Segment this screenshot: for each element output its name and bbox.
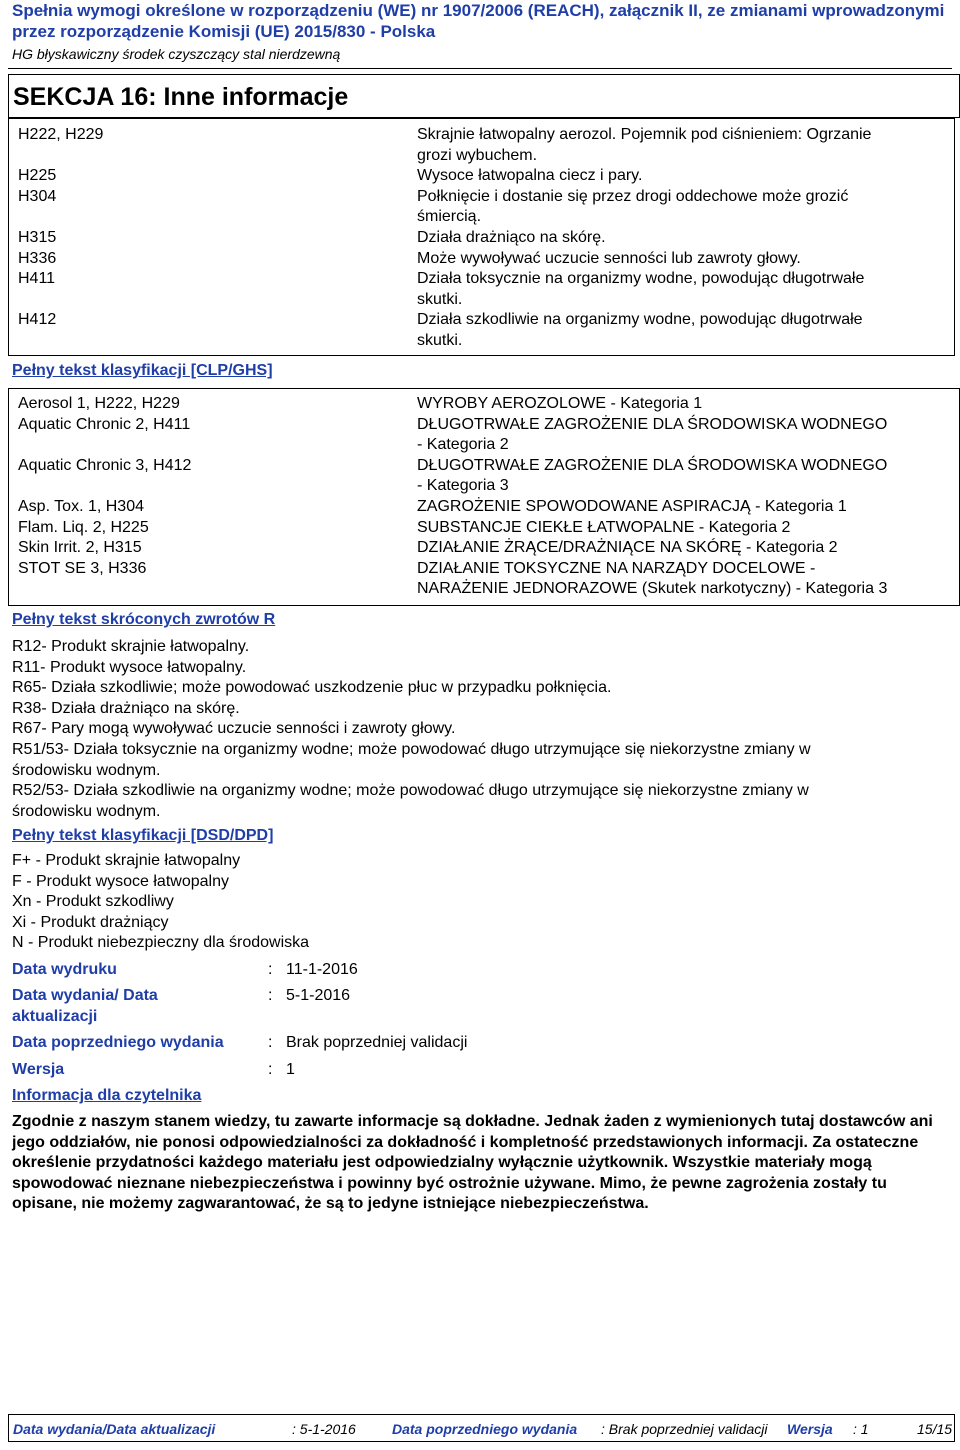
clp-code: Aquatic Chronic 2, H411 [18, 415, 191, 433]
disclaimer-text: Zgodnie z naszym stanem wiedzy, tu zawarte informacje są dokładne. Jednak żaden z wymienionych tutaj dostawców ani jego oddziałów, nie ponosi odpowiedzialności za dokładność i kompletność przedstawionych informacji. Za ostateczne określenie przydatności każdego materiału jest odpowiedzialny wyłącznie użytkownik. Wszystkie materiały mogą spowodować nieznane niebezpieczeństwa i powinny być ostrożnie używane. Mimo, że pewne zagrożenia zostały tu opisane, nie możemy zagwarantować, że są to jedyne istniejące niebezpieczeństwa. [12, 1113, 933, 1213]
clp-description: DŁUGOTRWAŁE ZAGROŻENIE DLA ŚRODOWISKA WODNEGO [417, 415, 888, 433]
document-header-title: Spełnia wymogi określone w rozporządzeniu (WE) nr 1907/2006 (REACH), załącznik II, ze zmianami wprowadzonymi przez rozporządzenie Komisji (UE) 2015/830 - Polska [12, 1, 945, 41]
dsd-list [12, 851, 612, 954]
r-phrase: R65- Działa szkodliwie; może powodować uszkodzenie płuc w przypadku połknięcia. [12, 679, 612, 697]
r-phrase: R38- Działa drażniąco na skórę. [12, 699, 240, 717]
h-text: śmiercią. [417, 208, 482, 226]
h-text: Skrajnie łatwopalny aerozol. Pojemnik pod ciśnieniem: Ogrzanie [417, 126, 872, 143]
product-name: HG błyskawiczny środek czyszczący stal nierdzewną [12, 46, 341, 62]
header-divider [8, 68, 952, 69]
clp-code: Flam. Liq. 2, H225 [18, 518, 149, 536]
issue-date-label-line1: Data wydania/ Data [12, 987, 158, 1004]
page-footer [8, 1414, 955, 1442]
h-text: Wysoce łatwopalna ciecz i pary. [417, 167, 643, 185]
clp-code: STOT SE 3, H336 [18, 559, 147, 577]
reader-info-heading: Informacja dla czytelnika [12, 1087, 202, 1104]
r-phrase: R67- Pary mogą wywoływać uczucie senności i zawroty głowy. [12, 720, 456, 738]
dsd-item: N - Produkt niebezpieczny dla środowiska [12, 934, 310, 952]
clp-code: Asp. Tox. 1, H304 [18, 497, 144, 515]
r-phrase: środowisku wodnym. [12, 761, 161, 779]
r-phrase: R12- Produkt skrajnie łatwopalny. [12, 638, 250, 655]
prev-date-value: Brak poprzedniej validacji [286, 1034, 468, 1051]
r-phrases-heading: Pełny tekst skróconych zwrotów R [12, 611, 276, 628]
issue-date-label-line2: aktualizacji [12, 1007, 98, 1025]
clp-description: DZIAŁANIE TOKSYCZNE NA NARZĄDY DOCELOWE - [417, 559, 816, 577]
h-code: H412 [18, 311, 57, 329]
clp-description: DZIAŁANIE ŻRĄCE/DRAŻNIĄCE NA SKÓRĘ - Kategoria 2 [417, 539, 838, 557]
separator-colon: : [268, 987, 273, 1004]
h-text: Połknięcie i dostanie się przez drogi oddechowe może grozić [417, 187, 849, 205]
dsd-item: Xi - Produkt drażniący [12, 913, 169, 931]
h-code: H222, H229 [18, 126, 104, 143]
clp-description: - Kategoria 2 [417, 436, 509, 454]
r-phrase: R51/53- Działa toksycznie na organizmy wodne; może powodować długo utrzymujące się niekorzystne zmiany w [12, 740, 811, 758]
clp-code: Skin Irrit. 2, H315 [18, 539, 142, 557]
print-date-label: Data wydruku [12, 961, 117, 978]
footer-issue-label: Data wydania/Data aktualizacji [13, 1421, 216, 1437]
issue-date-label [12, 986, 252, 1027]
clp-description: NARAŻENIE JEDNORAZOWE (Skutek narkotyczny) - Kategoria 3 [417, 580, 888, 598]
h-text: grozi wybuchem. [417, 146, 538, 164]
footer-issue-value: : 5-1-2016 [292, 1421, 356, 1437]
h-code: H411 [18, 270, 56, 288]
separator-colon: : [268, 961, 273, 978]
h-text: Działa szkodliwie na organizmy wodne, powodując długotrwałe [417, 311, 863, 329]
clp-descriptions-column [417, 394, 952, 600]
h-text: Działa toksycznie na organizmy wodne, powodując długotrwałe [417, 270, 865, 288]
clp-description: SUBSTANCJE CIEKŁE ŁATWOPALNE - Kategoria 2 [417, 518, 791, 536]
h-code: H336 [18, 249, 57, 267]
clp-code: Aquatic Chronic 3, H412 [18, 456, 192, 474]
clp-description: ZAGROŻENIE SPOWODOWANE ASPIRACJĄ - Kategoria 1 [417, 497, 847, 515]
issue-date-value: 5-1-2016 [286, 987, 351, 1004]
version-value: 1 [286, 1061, 295, 1078]
footer-version-label: Wersja [787, 1421, 833, 1437]
footer-prev-label: Data poprzedniego wydania [392, 1421, 578, 1437]
h-text: Może wywoływać uczucie senności lub zawroty głowy. [417, 249, 801, 267]
footer-prev-value: : Brak poprzedniej validacji [601, 1421, 768, 1437]
dsd-item: Xn - Produkt szkodliwy [12, 893, 174, 911]
r-phrase: środowisku wodnym. [12, 802, 161, 820]
separator-colon: : [268, 1034, 273, 1051]
clp-classification-box [8, 388, 960, 606]
h-codes-column [18, 125, 318, 331]
clp-code: Aerosol 1, H222, H229 [18, 395, 180, 412]
clp-heading: Pełny tekst klasyfikacji [CLP/GHS] [12, 362, 273, 379]
r-phrase: R52/53- Działa szkodliwie na organizmy wodne; może powodować długo utrzymujące się niekorzystne zmiany w [12, 782, 809, 800]
section-title: SEKCJA 16: Inne informacje [13, 83, 349, 111]
section-title-box [8, 74, 960, 118]
print-date-value: 11-1-2016 [286, 961, 358, 978]
r-phrases-list [12, 637, 942, 822]
dsd-heading: Pełny tekst klasyfikacji [DSD/DPD] [12, 827, 274, 844]
h-code: H304 [18, 187, 57, 205]
clp-description: WYROBY AEROZOLOWE - Kategoria 1 [417, 395, 703, 412]
dsd-item: F+ - Produkt skrajnie łatwopalny [12, 852, 241, 869]
footer-version-value: : 1 [853, 1421, 869, 1437]
version-label: Wersja [12, 1061, 65, 1078]
h-code: H315 [18, 228, 57, 246]
clp-description: DŁUGOTRWAŁE ZAGROŻENIE DLA ŚRODOWISKA WODNEGO [417, 456, 888, 474]
clp-description: - Kategoria 3 [417, 477, 509, 495]
h-statements-box [8, 118, 955, 356]
footer-page-number: 15/15 [917, 1421, 953, 1437]
dsd-item: F - Produkt wysoce łatwopalny [12, 872, 229, 890]
separator-colon: : [268, 1061, 273, 1078]
clp-codes-column [18, 394, 398, 579]
h-texts-column [417, 125, 947, 352]
prev-date-label: Data poprzedniego wydania [12, 1034, 224, 1051]
h-text: skutki. [417, 290, 463, 308]
h-code: H225 [18, 167, 57, 185]
h-text: Działa drażniąco na skórę. [417, 228, 606, 246]
h-text: skutki. [417, 331, 463, 349]
r-phrase: R11- Produkt wysoce łatwopalny. [12, 658, 247, 676]
